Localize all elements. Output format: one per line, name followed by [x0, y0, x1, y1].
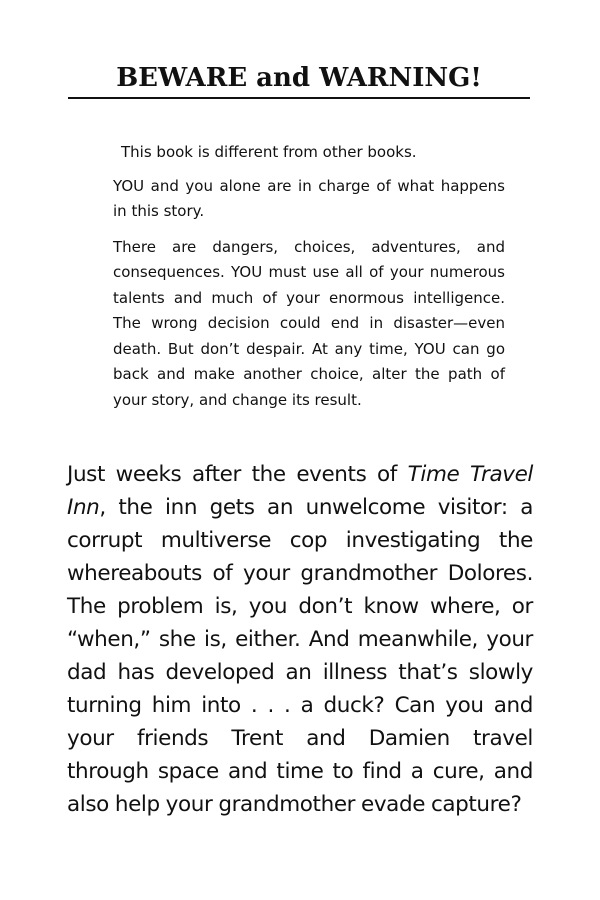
blurb-body: , the inn gets an unwelcome visitor: a corrupt multiverse cop investigating the whereabouts of your grandmother Dolores. The problem is, you don’t know where, or “when,” she is, either. And meanwhile, your dad has developed an illness that’s slowly turning him into . . . a duck? Can you and your friends Trent and Damien travel through space and time to find a cure, and also help your grandmother evade capture?	[67, 495, 533, 817]
warning-in-charge: YOU and you alone are in charge of what happens in this story.	[113, 176, 505, 220]
title-divider	[68, 97, 530, 99]
page-title: BEWARE and WARNING!	[116, 63, 482, 93]
warning-section	[113, 140, 505, 413]
blurb-book-title: Time Travel Inn	[67, 462, 533, 520]
book-blurb	[67, 458, 533, 821]
warning-intro: This book is different from other books.	[121, 143, 417, 161]
warning-dangers: There are dangers, choices, adventures, and consequences. YOU must use all of your numerous talents and much of your enormous intelligence. The wrong decision could end in disaster—even death. But don’t despair. At any time, YOU can go back and make another choice, alter the path of your story, and change its result.	[113, 237, 505, 409]
blurb-lead: Just weeks after the events of	[67, 462, 408, 487]
